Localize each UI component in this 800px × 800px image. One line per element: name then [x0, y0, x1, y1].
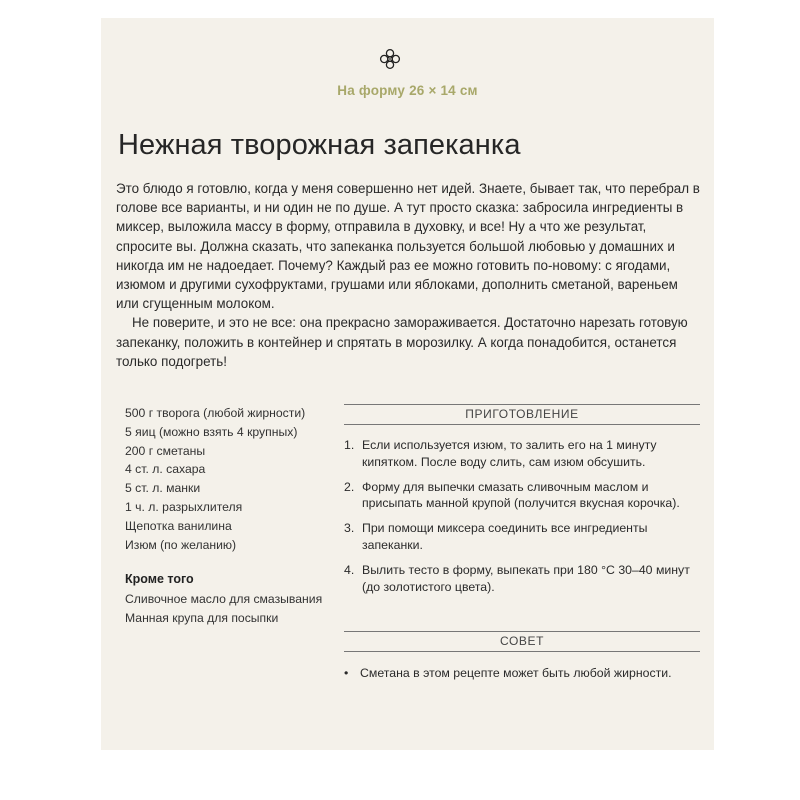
ingredients-list: [125, 404, 325, 628]
extras-list: [125, 590, 325, 628]
ingredient-item: Изюм (по желанию): [125, 537, 237, 552]
flower-ornament-icon: [377, 46, 403, 72]
ingredient-item: 200 г сметаны: [125, 443, 206, 458]
preparation-step: [344, 562, 700, 596]
extras-item: Манная крупа для посыпки: [125, 611, 279, 626]
preparation-step: [344, 437, 700, 471]
ingredient-item: Щепотка ванилина: [125, 518, 232, 533]
step-text: Вылить тесто в форму, выпекать при 180 °С 30–40 минут (до золотистого цвета).: [362, 562, 690, 594]
ingredient-item: 5 яиц (можно взять 4 крупных): [125, 424, 298, 439]
tip-text: Сметана в этом рецепте может быть любой жирности.: [360, 666, 672, 681]
step-number: 2.: [344, 479, 355, 494]
tip-item: [344, 665, 700, 682]
preparation-heading: ПРИГОТОВЛЕНИЕ: [344, 404, 700, 425]
ingredient-item: 500 г творога (любой жирности): [125, 406, 306, 420]
preparation-step: [344, 520, 700, 554]
preparation-step: [344, 479, 700, 513]
intro-paragraph-1: Это блюдо я готовлю, когда у меня совершенно нет идей. Знаете, бывает так, что перебрал в голове все варианты, и ни один не по душе. А тут просто сказка: забросила ингредиенты в миксер, выложила массу в форму, отправила в духовку, и все! Ну а что же результат, спросите вы. Должна сказать, что запеканка пользуется большой любовью у домашних и никогда им не надоедает. Почему? Каждый раз ее можно готовить по-новому: с ягодами, изюмом и другими сухофруктами, грушами или яблоками, дополнить сметаной, вареньем или сгущенным молоком.: [116, 181, 700, 312]
step-text: Форму для выпечки смазать сливочным маслом и присыпать манной крупой (получится вкусная корочка).: [362, 479, 680, 511]
preparation-steps: [344, 437, 700, 595]
preparation-section: [344, 404, 700, 682]
step-number: 1.: [344, 438, 355, 452]
ingredient-item: 1 ч. л. разрыхлителя: [125, 499, 243, 514]
tip-heading: СОВЕТ: [344, 631, 700, 652]
recipe-title: Нежная творожная запеканка: [118, 129, 521, 161]
ingredient-item: 5 ст. л. манки: [125, 481, 201, 496]
form-size-label: На форму 26 × 14 см: [337, 83, 478, 98]
step-text: При помощи миксера соединить все ингредиенты запеканки.: [362, 521, 648, 552]
recipe-intro: [116, 179, 702, 371]
step-text: Если используется изюм, то залить его на 1 минуту кипятком. После воду слить, сам изюм обсушить.: [362, 438, 657, 469]
recipe-page: [101, 18, 714, 750]
intro-paragraph-2: Не поверите, и это не все: она прекрасно замораживается. Достаточно нарезать готовую запеканку, положить в контейнер и спрятать в морозилку. А когда понадобится, останется только подогреть!: [116, 315, 688, 369]
extras-item: Сливочное масло для смазывания: [125, 592, 323, 607]
extras-heading: Кроме того: [125, 572, 194, 587]
step-number: 4.: [344, 562, 355, 577]
step-number: 3.: [344, 521, 355, 536]
ingredient-item: 4 ст. л. сахара: [125, 462, 206, 477]
bullet-icon: •: [344, 666, 349, 681]
